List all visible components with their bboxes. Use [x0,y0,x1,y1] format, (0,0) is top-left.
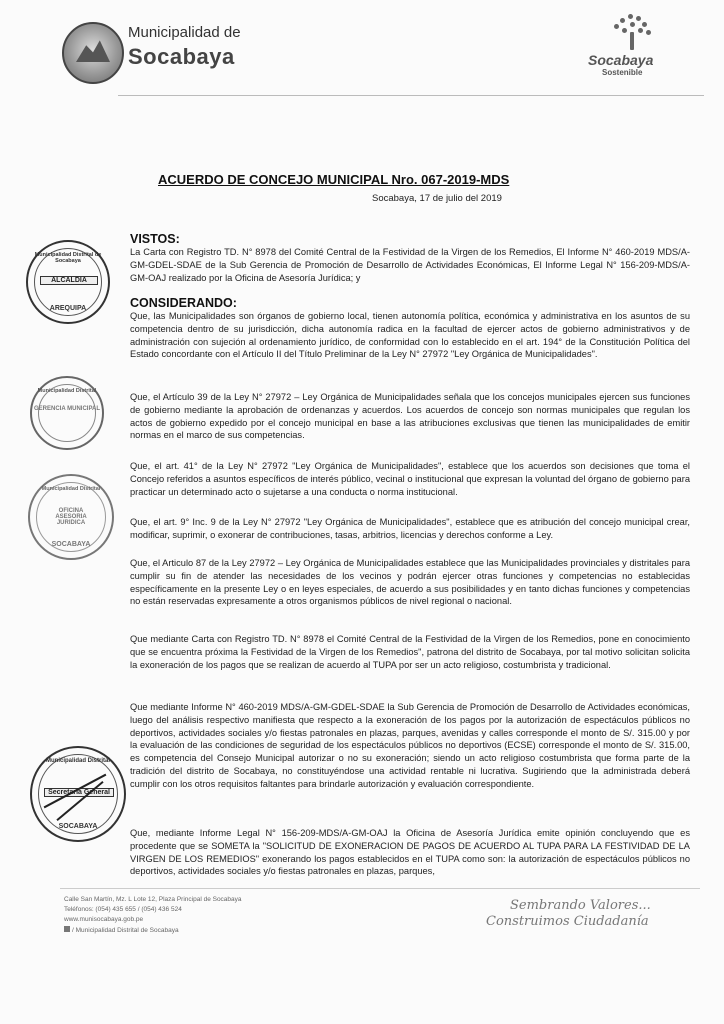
document-title: ACUERDO DE CONCEJO MUNICIPAL Nro. 067-2019-MDS [158,172,510,187]
vistos-heading: VISTOS: [130,232,180,246]
municipal-crest-logo [62,22,124,84]
paragraph-1: Que, las Municipalidades son órganos de gobierno local, tienen autonomía política, económica y administrativa en los asuntos de su competencia dentro de su jurisdicción, dicha autonomía radica en la facultad de ejercer actos de gobierno administrativos y de administración con sujeción al ordenamiento jurídico, de conformidad con lo establecido en el art. 194° de la Constitución Política del Estado concordante con el Artículo II del Título Preliminar de la Ley N° 27972 "Ley Orgánica de Municipalidades". [130,311,690,360]
stamp-text: SOCABAYA [58,823,98,830]
stamp-text: SOCABAYA [51,541,91,548]
secretaria-general-stamp [30,746,126,842]
header-divider [118,95,704,96]
municipality-label: Municipalidad de [128,24,241,41]
municipality-name: Socabaya [128,44,235,69]
document-date: Socabaya, 17 de julio del 2019 [372,193,502,204]
stamp-text: GERENCIA MUNICIPAL [34,406,100,412]
paragraph-2: Que, el Artículo 39 de la Ley N° 27972 – Ley Orgánica de Municipalidades señala que los concejos municipales ejercen sus funciones de gobierno mediante la aprobación de ordenanzas y acuerdos. Los acuerdos de concejo son normas municipales que regulan los actos de gobierno expedido por el concejo municipal en base a las atribuciones exclusivas que tienen las municipalidades de emitir normas en el marco de sus competencias. [130,392,690,441]
slogan-line-1: Sembrando Valores... [510,898,651,913]
stamp-text: ALCALDIA [40,276,98,285]
vistos-paragraph: La Carta con Registro TD. N° 8978 del Comité Central de la Festividad de la Virgen de los Remedios, El Informe N° 460-2019 MDS/A-GM-GDEL-SDAE de la Sub Gerencia de Promoción de Desarrollo de Actividades Económicas, El Informe Legal N° 156-209-MDS/A-GM-OAJ realizado por la Oficina de Asesoría Jurídica; y [130,247,690,283]
footer-divider [60,888,700,889]
stamp-text: Municipalidad Distrital [41,486,101,492]
footer-social-label: / Municipalidad Distrital de Socabaya [72,927,179,934]
paragraph-8: Que, mediante Informe Legal N° 156-209-MDS/A-GM-OAJ la Oficina de Asesoría Jurídica emite opinión concluyendo que es procedente que se SOMETA la "SOLICITUD DE EXONERACION DE PAGOS DE ACUERDO AL TUPA PARA LA FESTIVIDAD DE LA VIRGEN DE LOS REMEDIOS" exonerando los pagos establecidos en el TUPA como son: la autorización de espectáculos públicos no deportivos, actividades sociales y/o fiestas patronales en plazas, parques, [130,828,690,877]
paragraph-4: Que, el art. 9° Inc. 9 de la Ley N° 27972 "Ley Orgánica de Municipalidades", establece que es atribución del concejo municipal crear, modificar, suprimir, o exonerar de contribuciones, tasas, arbitrios, licencias y derechos conforme a Ley. [130,517,690,540]
stamp-text: Municipalidad Distrital [37,388,97,394]
footer-phones: Teléfonos: (054) 435 655 / (054) 436 524 [64,906,182,913]
footer-website: www.munisocabaya.gob.pe [64,916,144,923]
stamp-text: OFICINA ASESORIA JURIDICA [55,508,87,526]
paragraph-6: Que mediante Carta con Registro TD. N° 8978 el Comité Central de la Festividad de la Virgen de los Remedios, pone en conocimiento que se encuentra próxima la Festividad de la Virgen de los Remedios", patrona del distrito de Socabaya, por tal motivo solicitan solicita la exoneración de los pagos que se realizan de acuerdo al TUPA por ser un acto religioso, costumbrista y tradicional. [130,634,690,670]
slogan-line-2: Construimos Ciudadanía [486,914,649,929]
asesoria-juridica-stamp [28,474,114,560]
alcaldia-stamp [26,240,110,324]
paragraph-7: Que mediante Informe N° 460-2019 MDS/A-GM-GDEL-SDAE la Sub Gerencia de Promoción de Desarrollo de Actividades económicas, luego del análisis respectivo manifiesta que respecto a la exoneración de los pagos por la autorización de espectáculos públicos no deportivos, actividades sociales y/o fiestas patronales en plazas, parques, avenidas y calles corresponde el monto de S/. 315.00 y por la evaluación de las condiciones de seguridad de los espectáculos públicos no deportivos (ECSE) corresponde el monto de S/. 315.00, es competencia del Consejo Municipal autorizar o no su exoneración; siendo un acto religioso costumbrista que forma parte de la tradición del distrito de Socabaya, no constituyéndose una actividad rentable ni lucrativa. Sugiriendo que la administrada deberá cumplir con los otros requisitos faltantes para brindarle autorización y evaluación correspondiente. [130,702,690,789]
stamp-text: Municipalidad Distrital [45,758,110,764]
considerando-heading: CONSIDERANDO: [130,296,237,310]
gerencia-stamp [30,376,104,450]
stamp-text: AREQUIPA [49,305,87,312]
paragraph-3: Que, el art. 41° de la Ley N° 27972 "Ley Orgánica de Municipalidades", establece que los acuerdos son decisiones que toma el Concejo referidos a asuntos específicos de interés público, vecinal o institucional que expresan la voluntad del órgano de gobierno para practicar un determinado acto o sujetarse a una conducta o norma institucional. [130,461,690,497]
brand-tagline: Sostenible [602,68,643,77]
paragraph-5: Que, el Articulo 87 de la Ley 27972 – Ley Orgánica de Municipalidades establece que las Municipalidades provinciales y distritales para cumplir su fin de atender las necesidades de los vecinos y podrán ejercer otras funciones y competencias no establecidas específicamente en la presente Ley o en leyes especiales, de acuerdo a sus posibilidades y en tanto dichas funciones y competencias no están reservadas expresamente a otros organismos públicos de nivel regional o nacional. [130,558,690,607]
stamp-text: Municipalidad Distrital de Socabaya [34,252,102,264]
stamp-text: Secretaría General [44,788,114,797]
tree-icon [610,12,654,52]
socabaya-sostenible-logo [588,12,676,77]
footer-social [64,926,179,934]
facebook-icon [64,926,70,932]
brand-name: Socabaya [588,52,654,68]
footer-address: Calle San Martín, Mz. L Lote 12, Plaza Principal de Socabaya [64,896,242,903]
